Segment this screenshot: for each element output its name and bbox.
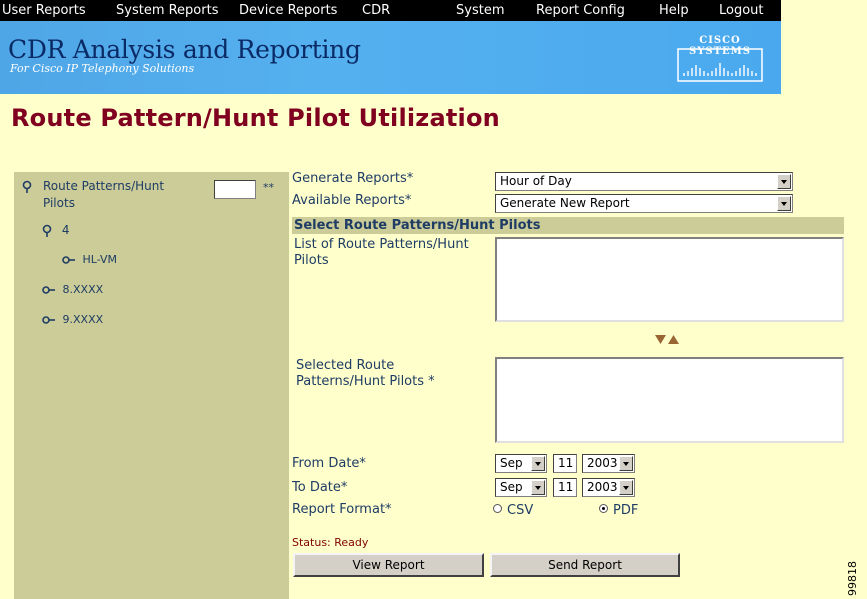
format-pdf-radio[interactable] <box>599 504 608 513</box>
list-route-patterns-label: List of Route Patterns/Hunt Pilots <box>294 237 469 268</box>
tree-leaf-icon <box>42 285 56 295</box>
tree-expanded-icon <box>22 180 34 194</box>
tree-panel <box>14 172 289 599</box>
filter-required-marker: ** <box>263 181 274 194</box>
tree-node-8xxxx[interactable] <box>42 281 103 298</box>
to-date-label: To Date* <box>292 480 348 495</box>
chevron-down-icon[interactable] <box>531 456 545 471</box>
figure-id: 99818 <box>846 561 859 596</box>
to-year-select[interactable]: 2003 <box>582 478 635 497</box>
available-reports-label: Available Reports* <box>292 193 412 208</box>
available-patterns-listbox[interactable] <box>495 237 844 322</box>
menu-system[interactable]: System <box>456 3 505 18</box>
to-day-input[interactable]: 11 <box>553 478 577 497</box>
top-menu-bar <box>0 0 781 21</box>
app-title: CDR Analysis and Reporting <box>8 35 361 64</box>
tree-node-label: 8.XXXX <box>62 283 104 296</box>
menu-device-reports[interactable]: Device Reports <box>239 3 338 18</box>
cisco-logo-text: CISCO SYSTEMS <box>689 35 751 57</box>
tree-root-label[interactable]: Route Patterns/Hunt Pilots <box>43 179 165 210</box>
menu-system-reports[interactable]: System Reports <box>116 3 219 18</box>
available-reports-select[interactable]: Generate New Report <box>495 194 793 213</box>
chevron-down-icon[interactable] <box>619 456 633 471</box>
from-month-select[interactable]: Sep <box>495 454 547 473</box>
to-month-select[interactable]: Sep <box>495 478 547 497</box>
move-up-icon[interactable] <box>668 335 679 344</box>
app-banner <box>0 21 781 94</box>
tree-leaf-icon <box>42 315 56 325</box>
status-text: Status: Ready <box>292 536 369 549</box>
chevron-down-icon[interactable] <box>531 480 545 495</box>
menu-report-config[interactable]: Report Config <box>536 3 625 18</box>
format-pdf-label: PDF <box>613 503 639 518</box>
menu-cdr[interactable]: CDR <box>362 3 391 18</box>
tree-node-4[interactable] <box>42 222 69 239</box>
send-report-button[interactable]: Send Report <box>490 553 680 577</box>
menu-user-reports[interactable]: User Reports <box>2 3 86 18</box>
view-report-button[interactable]: View Report <box>293 553 484 577</box>
report-format-label: Report Format* <box>292 502 392 517</box>
selected-patterns-listbox[interactable] <box>495 357 844 443</box>
tree-node-hl-vm[interactable] <box>62 251 117 268</box>
chevron-down-icon[interactable] <box>619 480 633 495</box>
tree-leaf-icon <box>62 255 76 265</box>
tree-node-label: HL-VM <box>82 253 118 266</box>
generate-reports-select[interactable]: Hour of Day <box>495 172 793 191</box>
tree-node-label: 9.XXXX <box>62 313 104 326</box>
selected-route-patterns-label: Selected Route Patterns/Hunt Pilots * <box>296 358 435 389</box>
tree-node-9xxxx[interactable] <box>42 311 103 328</box>
move-down-icon[interactable] <box>655 335 666 344</box>
format-csv-radio[interactable] <box>493 504 502 513</box>
format-csv-label: CSV <box>507 503 534 518</box>
tree-expanded-icon <box>42 224 54 238</box>
cisco-bridge-icon <box>676 35 764 85</box>
menu-help[interactable]: Help <box>659 3 689 18</box>
from-date-label: From Date* <box>292 456 366 471</box>
from-year-select[interactable]: 2003 <box>582 454 635 473</box>
from-day-input[interactable]: 11 <box>553 454 577 473</box>
tree-node-label: 4 <box>61 223 70 237</box>
chevron-down-icon[interactable] <box>777 196 791 211</box>
move-arrows <box>655 334 685 346</box>
cisco-logo <box>676 35 764 85</box>
generate-reports-label: Generate Reports* <box>292 171 414 186</box>
section-header: Select Route Patterns/Hunt Pilots <box>292 217 844 234</box>
app-subtitle: For Cisco IP Telephony Solutions <box>10 62 195 75</box>
menu-logout[interactable]: Logout <box>719 3 764 18</box>
tree-root[interactable] <box>22 178 34 195</box>
tree-filter-input[interactable] <box>214 180 256 199</box>
page-title: Route Pattern/Hunt Pilot Utilization <box>11 104 500 132</box>
chevron-down-icon[interactable] <box>777 174 791 189</box>
